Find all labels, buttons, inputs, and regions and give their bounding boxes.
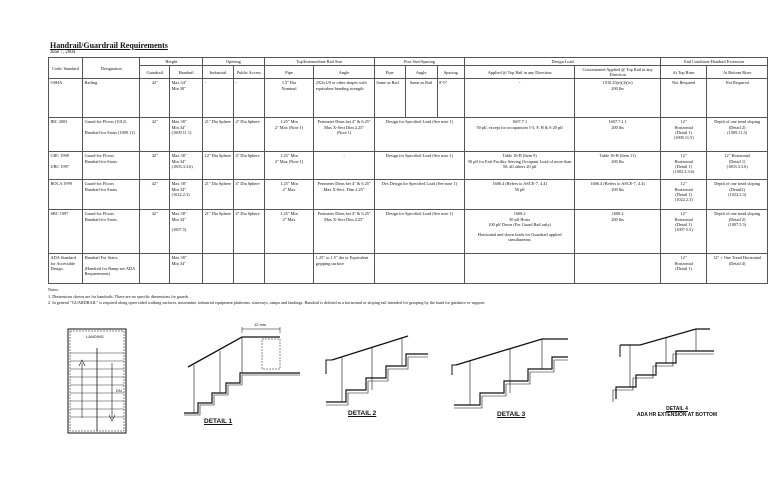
cell: Handrail For Stairs (Handrail for Ramp see ADA Requirements) — [83, 254, 140, 284]
page-title: Handrail/Guardrail Requirements — [50, 41, 168, 50]
detail-4-caption — [622, 406, 732, 418]
cell: 4" Dia Sphere — [233, 152, 264, 180]
cell: 1606.4 (Refers to ASCE-7, 4.4) 200 lbs — [575, 180, 661, 210]
detail-1-drawing — [180, 325, 320, 417]
notes — [48, 287, 485, 307]
cell: 12" Horizontal (Detail 1) — [661, 254, 707, 284]
cell: 1.25" Min 2" Max — [264, 180, 314, 210]
cell: 42" — [140, 79, 170, 118]
landing-label: LANDING — [86, 334, 104, 339]
cell: 4" Dia Sphere — [233, 210, 264, 254]
cell: 42" — [140, 210, 170, 254]
cell: Guard-for Floors Handrail-for Stairs — [83, 180, 140, 210]
cell: 1607.7.1 50 plf, except for occupancies I-3, F, H & S 20 plf — [465, 118, 575, 152]
cell: Same as Rail — [374, 79, 405, 118]
th-opening: Opening — [203, 58, 265, 66]
th-spacing: Spacing — [437, 66, 465, 79]
cell: Guard-for Floors (1012) Handrail-for Stairs (1009.11) — [83, 118, 140, 152]
cell: Not Required — [707, 79, 768, 118]
cell — [374, 254, 464, 284]
cell: Depth of one tread sloping (Detail2) (1022.2.3) — [707, 180, 768, 210]
th-post-pipe: Pipe — [374, 66, 405, 79]
table-row — [49, 254, 768, 284]
detail-4-title: DETAIL 4 — [666, 406, 688, 412]
notes-label: Notes: — [48, 287, 59, 292]
cell: ADA Standard for Accessible Design — [49, 254, 83, 284]
th-angle: Angle — [314, 66, 375, 79]
cell — [140, 254, 170, 284]
note-1: 1. Dimensions shown are for handrails. There are no specific dimensions for guards. — [48, 293, 190, 299]
th-top-rail: Top/Intermediate Rail Size — [264, 58, 374, 66]
cell — [575, 254, 661, 284]
cell — [264, 254, 314, 284]
detail-4-drawing — [610, 325, 720, 405]
table-row — [49, 79, 768, 118]
th-code: Code/ Standard — [49, 58, 83, 79]
th-post-spacing: Post Size/Spacing — [374, 58, 464, 66]
cell: 21" Dia Sphere — [203, 180, 234, 210]
cell: Max 38" Min 34" (1022.2.3) — [170, 180, 203, 210]
table-row — [49, 118, 768, 152]
cell: 1608.2 50 plf Horiz 100 plf Down (For Guard Rail only) Horizontal and down loads for Guardrail applied simultaneous — [465, 210, 575, 254]
cell: 4" Dia Sphere — [233, 118, 264, 152]
cell: Max 38" Min 34" (1003.3.3.6) — [170, 152, 203, 180]
cell: IBC 2003 — [49, 118, 83, 152]
cell: Max 38" Min 34" (1007.5) — [170, 210, 203, 254]
th-design-load: Design Load — [465, 58, 661, 66]
cell — [203, 254, 234, 284]
th-top-riser: At Top Riser — [661, 66, 707, 79]
th-industrial: Industrial — [203, 66, 234, 79]
cell: Guard-for Floors Handrail-for Stairs — [83, 152, 140, 180]
cell: 1910.23(e)(3)(iv) 200 lbs — [575, 79, 661, 118]
cell: BOCA 1999 — [49, 180, 83, 210]
cell: Design for Specified Load (See note 1) — [374, 152, 464, 180]
cell: SBC 1997 — [49, 210, 83, 254]
th-height: Height — [140, 58, 203, 66]
detail-3-drawing — [450, 335, 572, 413]
dimension-label: 12 min — [254, 322, 267, 327]
cell: 12" Horizontal (Detail 1) (1003.3.3.6) — [661, 152, 707, 180]
cell: Design for Specified Load (See note 1) — [374, 118, 464, 152]
cell: - — [233, 79, 264, 118]
cell: 1608.2 200 lbs — [575, 210, 661, 254]
cell: Table 16-B (Item 9) 50 plf for Exit Facility Serving Occupant Load of more than 50; all others 20 plf — [465, 152, 575, 180]
cell: Depth of one tread sloping (Detail 2) (1009.11.5) — [707, 118, 768, 152]
cell — [465, 254, 575, 284]
detail-3-caption: DETAIL 3 — [497, 411, 526, 418]
cell: Des Design for Specified Load (See note 1) — [374, 180, 464, 210]
detail-2-caption: DETAIL 2 — [348, 410, 377, 417]
cell: 21" Dia Sphere — [203, 118, 234, 152]
th-guardrail: Guardrail — [140, 66, 170, 79]
cell: Not Required — [661, 79, 707, 118]
cell: Max 38" Min 34" (1009.11.1) — [170, 118, 203, 152]
th-end-condition: End Condition-Handrail Extension — [661, 58, 768, 66]
cell: CBC 1998 UBC 1997 — [49, 152, 83, 180]
cell: Perimeter Dims bet 4" & 6.25" Max X-Sect. Dim 2.25" — [314, 180, 375, 210]
cell: 12" Dia Sphere — [203, 152, 234, 180]
detail-4-subtitle: ADA HR EXTENSION AT BOTTOM — [637, 412, 717, 418]
cell — [233, 254, 264, 284]
requirements-table — [48, 57, 768, 284]
th-post-angle: Angle — [405, 66, 437, 79]
cell: 4" Dia Sphere — [233, 180, 264, 210]
cell: Perimeter Dims bet 4" & 6.25" Max X-Sect Dim 2.25" (Note 1) — [314, 118, 375, 152]
table-row — [49, 210, 768, 254]
cell: Guard-for Floors Handrail-for Stairs — [83, 210, 140, 254]
cell: 12" Horizontal (Detail 1) (1003.3.3.6) — [707, 152, 768, 180]
cell: - — [314, 152, 375, 180]
cell: 1607.7.1.1 200 lbs — [575, 118, 661, 152]
table-row — [49, 152, 768, 180]
th-pipe: Pipe — [264, 66, 314, 79]
th-designation: Designation — [83, 58, 140, 79]
cell: Same as Rail — [405, 79, 437, 118]
cell: 1606.4 (Refers to ASCE-7, 4.4) 50 plf — [465, 180, 575, 210]
cell: 2X2x1/8 or other shapes with equivalent bending strength — [314, 79, 375, 118]
down-label: DN — [116, 388, 122, 393]
stair-plan-drawing — [62, 323, 134, 441]
th-bottom-riser: At Bottom Riser — [707, 66, 768, 79]
cell: Perimeter Dims bet 4" & 6.25" Max X-Sect Dim 2.25" — [314, 210, 375, 254]
cell: 12" Horizontal (Detail 1) (1007.5.5) — [661, 210, 707, 254]
cell: 42" — [140, 152, 170, 180]
cell: 42" — [140, 180, 170, 210]
cell: - — [465, 79, 575, 118]
detail-1-caption: DETAIL 1 — [204, 418, 233, 425]
cell: 8'-0" — [437, 79, 465, 118]
cell: 1.25" Min 2" Max (Note 1) — [264, 118, 314, 152]
cell: Depth of one tread sloping (Detail 2) (1007.5.5) — [707, 210, 768, 254]
cell: 1.25" Min 2" Max — [264, 210, 314, 254]
cell: Max 38" Min 34" — [170, 254, 203, 284]
document-date: June 7, 2004 — [50, 50, 76, 55]
cell: Design for Specified Load (See note 1) — [374, 210, 464, 254]
cell: 42" — [140, 118, 170, 152]
cell: 21" Dia Sphere — [203, 210, 234, 254]
cell: 1.25" Min 2" Max (Note 1) — [264, 152, 314, 180]
detail-2-drawing — [322, 330, 432, 408]
th-applied-top: Applied @ Top Rail in any Direction — [465, 66, 575, 79]
cell: 12" + One Tread Horizontal (Detail 4) — [707, 254, 768, 284]
th-concentrated: Concentrated Applied @ Top Rail in any Direction — [575, 66, 661, 79]
cell: Max 34" Min 30" — [170, 79, 203, 118]
note-2: 2. In general "GUARDRAIL" is required along open-sided walking surfaces, mezzanine, industrial equipment platforms, stairways, ramps and landings. Handrail is defined as a horizontal or sloping rail intended for grasping by the hand for guidance or support. — [48, 300, 486, 306]
th-handrail: Handrail — [170, 66, 203, 79]
cell: 1.5" Dia Nominal — [264, 79, 314, 118]
cell: Table 16-B (Item 11) 200 lbs — [575, 152, 661, 180]
cell: OSHA — [49, 79, 83, 118]
cell: Railing — [83, 79, 140, 118]
table-row — [49, 180, 768, 210]
cell: 12" Horizontal (Detail 1) (1022.2.3) — [661, 180, 707, 210]
cell: 1.25" to 1.5" dia or Equivalent gripping surface — [314, 254, 375, 284]
th-public-access: Public Access — [233, 66, 264, 79]
cell: 12" Horizontal (Detail 1) (1009.11.5) — [661, 118, 707, 152]
cell: - — [203, 79, 234, 118]
